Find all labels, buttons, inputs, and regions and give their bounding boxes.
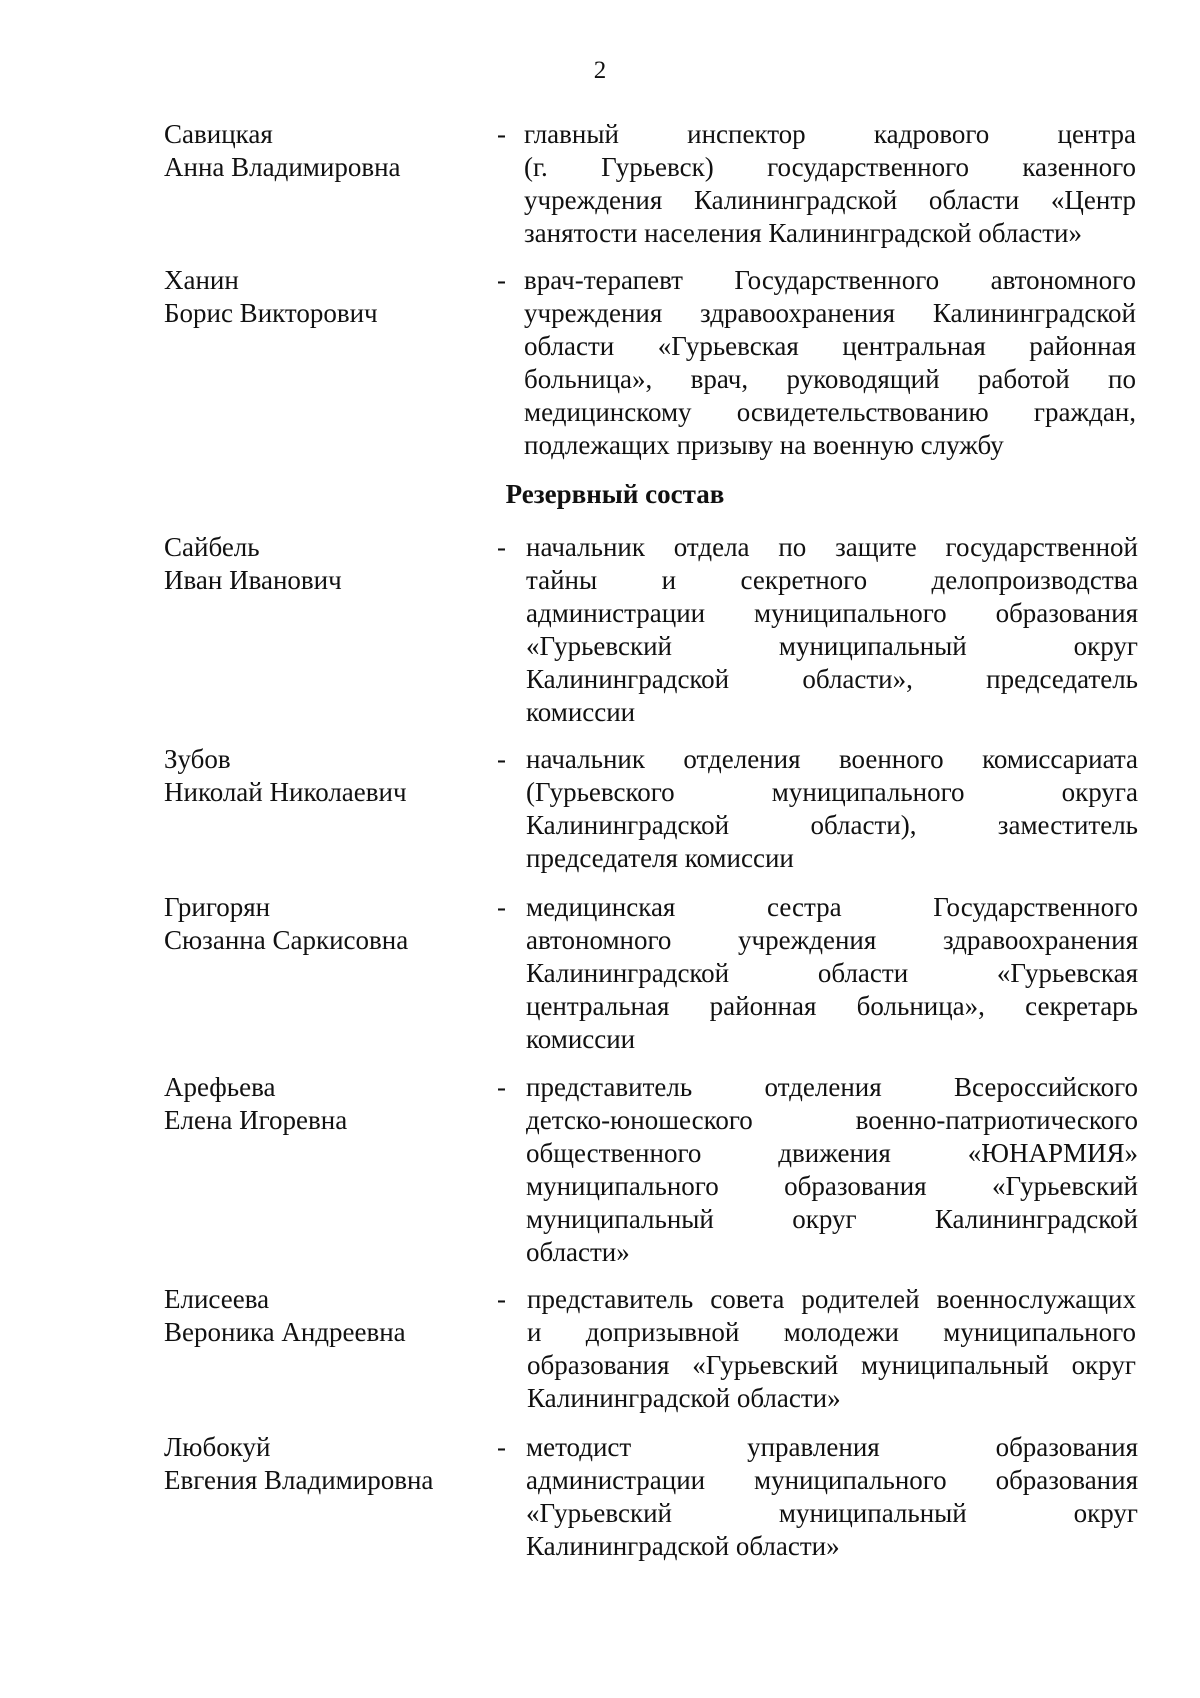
dash-separator: - (497, 892, 506, 922)
member-surname: Григорян (164, 892, 271, 922)
position-line: подлежащих призыву на военную службу (524, 430, 1004, 460)
position-line: Калининградской области» (527, 1383, 841, 1413)
member-surname: Ханин (164, 265, 239, 295)
position-line: начальник отдела по защите государственной (526, 532, 1138, 562)
position-line: области «Гурьевская центральная районная (524, 331, 1136, 361)
position-line: (г. Гурьевск) государственного казенного (524, 152, 1136, 182)
position-line: и допризывной молодежи муниципального (527, 1317, 1136, 1347)
position-line: общественного движения «ЮНАРМИЯ» (526, 1138, 1138, 1168)
member-position (527, 1283, 1136, 1415)
member-name (164, 1431, 484, 1497)
member-given-names: Николай Николаевич (164, 777, 407, 807)
member-given-names: Иван Иванович (164, 565, 342, 595)
position-line: медицинскому освидетельствованию граждан, (524, 397, 1136, 427)
member-position (524, 118, 1136, 250)
position-line: начальник отделения военного комиссариата (526, 744, 1138, 774)
member-given-names: Сюзанна Саркисовна (164, 925, 409, 955)
member-surname: Любокуй (164, 1432, 271, 1462)
member-given-names: Евгения Владимировна (164, 1465, 434, 1495)
dash-separator: - (497, 532, 506, 562)
position-line: учреждения здравоохранения Калининградской (524, 298, 1136, 328)
position-line: занятости населения Калининградской области» (524, 218, 1082, 248)
position-line: Калининградской области), заместитель (526, 810, 1138, 840)
position-line: методист управления образования (526, 1432, 1138, 1462)
position-line: (Гурьевского муниципального округа (526, 777, 1138, 807)
member-position (524, 264, 1136, 462)
dash-separator: - (497, 744, 506, 774)
position-line: детско-юношеского военно-патриотического (526, 1105, 1138, 1135)
position-line: автономного учреждения здравоохранения (526, 925, 1138, 955)
member-name (164, 118, 484, 184)
member-surname: Арефьева (164, 1072, 276, 1102)
position-line: администрации муниципального образования (526, 598, 1138, 628)
dash-separator: - (497, 1284, 506, 1314)
position-line: комиссии (526, 697, 636, 727)
member-given-names: Елена Игоревна (164, 1105, 348, 1135)
position-line: председателя комиссии (526, 843, 794, 873)
dash-separator: - (497, 119, 506, 149)
member-surname: Сайбель (164, 532, 260, 562)
position-line: медицинская сестра Государственного (526, 892, 1138, 922)
position-line: образования «Гурьевский муниципальный округ (527, 1350, 1136, 1380)
position-line: «Гурьевский муниципальный округ (526, 1498, 1138, 1528)
position-line: «Гурьевский муниципальный округ (526, 631, 1138, 661)
member-given-names: Борис Викторович (164, 298, 378, 328)
position-line: администрации муниципального образования (526, 1465, 1138, 1495)
position-line: Калининградской области», председатель (526, 664, 1138, 694)
member-position (526, 743, 1138, 875)
reserve-section-title: Резервный состав (505, 479, 725, 509)
member-position (526, 1071, 1138, 1269)
member-position (526, 891, 1138, 1056)
member-name (164, 891, 484, 957)
dash-separator: - (497, 265, 506, 295)
position-line: комиссии (526, 1024, 636, 1054)
position-line: муниципального образования «Гурьевский (526, 1171, 1138, 1201)
position-line: учреждения Калининградской области «Центр (524, 185, 1136, 215)
member-name (164, 264, 484, 330)
position-line: тайны и секретного делопроизводства (526, 565, 1138, 595)
member-name (164, 531, 484, 597)
dash-separator: - (497, 1432, 506, 1462)
member-name (164, 743, 484, 809)
member-given-names: Вероника Андреевна (164, 1317, 406, 1347)
member-given-names: Анна Владимировна (164, 152, 401, 182)
position-line: центральная районная больница», секретарь (526, 991, 1138, 1021)
member-position (526, 1431, 1138, 1563)
position-line: Калининградской области «Гурьевская (526, 958, 1138, 988)
position-line: муниципальный округ Калининградской (526, 1204, 1138, 1234)
position-line: представитель совета родителей военнослужащих (527, 1284, 1136, 1314)
member-surname: Савицкая (164, 119, 273, 149)
position-line: области» (526, 1237, 630, 1267)
page-number: 2 (593, 57, 607, 84)
member-position (526, 531, 1138, 729)
member-name (164, 1283, 484, 1349)
member-surname: Елисеева (164, 1284, 270, 1314)
member-surname: Зубов (164, 744, 231, 774)
position-line: больница», врач, руководящий работой по (524, 364, 1136, 394)
position-line: Калининградской области» (526, 1531, 840, 1561)
position-line: главный инспектор кадрового центра (524, 119, 1136, 149)
position-line: врач-терапевт Государственного автономного (524, 265, 1136, 295)
dash-separator: - (497, 1072, 506, 1102)
position-line: представитель отделения Всероссийского (526, 1072, 1138, 1102)
member-name (164, 1071, 484, 1137)
